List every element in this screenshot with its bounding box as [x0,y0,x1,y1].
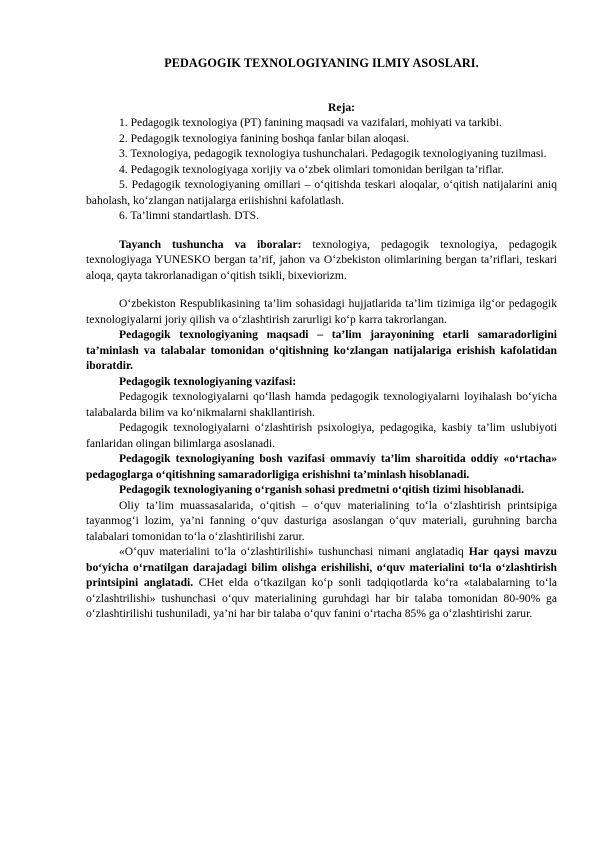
plan-item-6: 6. Ta’limni standartlash. DTS. [119,209,260,222]
task-heading-text: Pedagogik texnologiyaning vazifasi: [119,374,297,388]
document-page [86,56,557,622]
key-terms-paragraph [86,237,557,284]
full-mastery-end: CHet elda o‘tkazilgan ko‘p sonli tadqiqotlarda ko‘ra «talabalarning to‘la o‘zlashtrilishi» tushunchasi o‘quv materialining guruhdagi har bir talaba tomonidan 80-90% ga o‘zlashtirilishi tushuniladi, ya’ni har bir talaba o‘quv fanini o‘rtacha 85% ga o‘zlashtirishi zarur. [86,576,557,620]
paragraph-task-heading [86,374,557,390]
key-terms-label: Tayanch tushuncha va iboralar: [119,237,302,251]
plan-item-4: 4. Pedagogik texnologiyaga xorijiy va o‘zbek olimlari tomonidan berilgan ta’riflar. [119,162,504,176]
plan-item-2: 2. Pedagogik texnologiya fanining boshqa fanlar bilan aloqasi. [119,131,410,145]
paragraph-task-1: Pedagogik texnologiyalarni qo‘llash hamda pedagogik texnologiyalarni loyihalash bo‘yicha talabalarda bilim va ko‘nikmalarni shakllantirish. [86,390,557,419]
full-mastery-bold: Har qaysi mavzu bo‘yicha o‘rnatilgan darajadagi bilim olishga erishilishi, o‘quv materialini to‘la o‘zlashtirish printsipini anglatadi. [86,545,557,589]
paragraph-study-area [86,482,557,498]
key-terms-text: texnologiya, pedagogik texnologiya, pedagogik texnologiyaga YUNESKO bergan ta’rif, jahon va O‘zbekiston olimlarining bergan ta’riflari, teskari aloqa, qayta takrorlanadigan o‘qitish tsikli, bixeviorizm. [86,237,557,282]
paragraph-full-mastery [86,544,557,622]
paragraph-main-task [86,451,557,482]
plan-heading: Reja: [327,100,356,114]
goal-text: Pedagogik texnologiyaning maqsadi – ta’lim jarayonining etarli samaradorligini ta’minlash va talabalar tomonidan o‘qitishning ko‘zlangan natijalariga erishish kafolatidan iboratdir. [86,328,557,372]
spacer [86,283,557,296]
plan-item-1: 1. Pedagogik texnologiya (PT) fanining maqsadi va vazifalari, mohiyati va tarkibi. [119,116,502,129]
paragraph-goal [86,327,557,374]
document-title: PEDAGOGIK TEXNOLOGIYANING ILMIY ASOSLARI. [164,56,479,70]
spacer [86,224,557,237]
full-mastery-start: «O‘quv materialini to‘la o‘zlashtirilishi» tushunchasi nimani anglatadiq [119,545,469,558]
study-area-text: Pedagogik texnologiyaning o‘rganish sohasi predmetni o‘qitish tizimi hisoblanadi. [119,483,524,496]
paragraph-intro: O‘zbekiston Respublikasining ta’lim sohasidagi hujjatlarida ta’lim tizimiga ilg‘or pedagogik texnologiyalarni joriy qilish va o‘zlashtirish zarurligi ko‘p karra takrorlangan. [86,297,557,326]
paragraph-task-2: Pedagogik texnologiyalarni o‘zlashtirish psixologiya, pedagogika, kasbiy ta’lim uslubiyoti fanlaridan olingan bilimlarga asoslanadi. [86,421,557,450]
main-task-text: Pedagogik texnologiyaning bosh vazifasi ommaviy ta’lim sharoitida oddiy «o‘rtacha» pedagoglarga o‘qitishning samaradorligiga erishishni ta’minlash hisoblanadi. [86,452,557,481]
plan-item-5: 5. Pedagogik texnologiyaning omillari – o‘qitishda teskari aloqalar, o‘qitish natijalarini aniq baholash, ko‘zlangan natijalarga eriishishni kafolatlash. [86,178,557,207]
plan-item-3: 3. Texnologiya, pedagogik texnologiya tushunchalari. Pedagogik texnologiyaning tuzilmasi. [119,147,547,160]
paragraph-higher-ed: Oliy ta’lim muassasalarida, o‘qitish – o‘quv materialining to‘la o‘zlashtirish printsipiga tayanmog‘i lozim, ya’ni fanning o‘quv dasturiga asoslangan o‘quv materiali, guruhning barcha talabalari tomonidan to‘la o‘zlashtirilishi zarur. [86,498,557,543]
